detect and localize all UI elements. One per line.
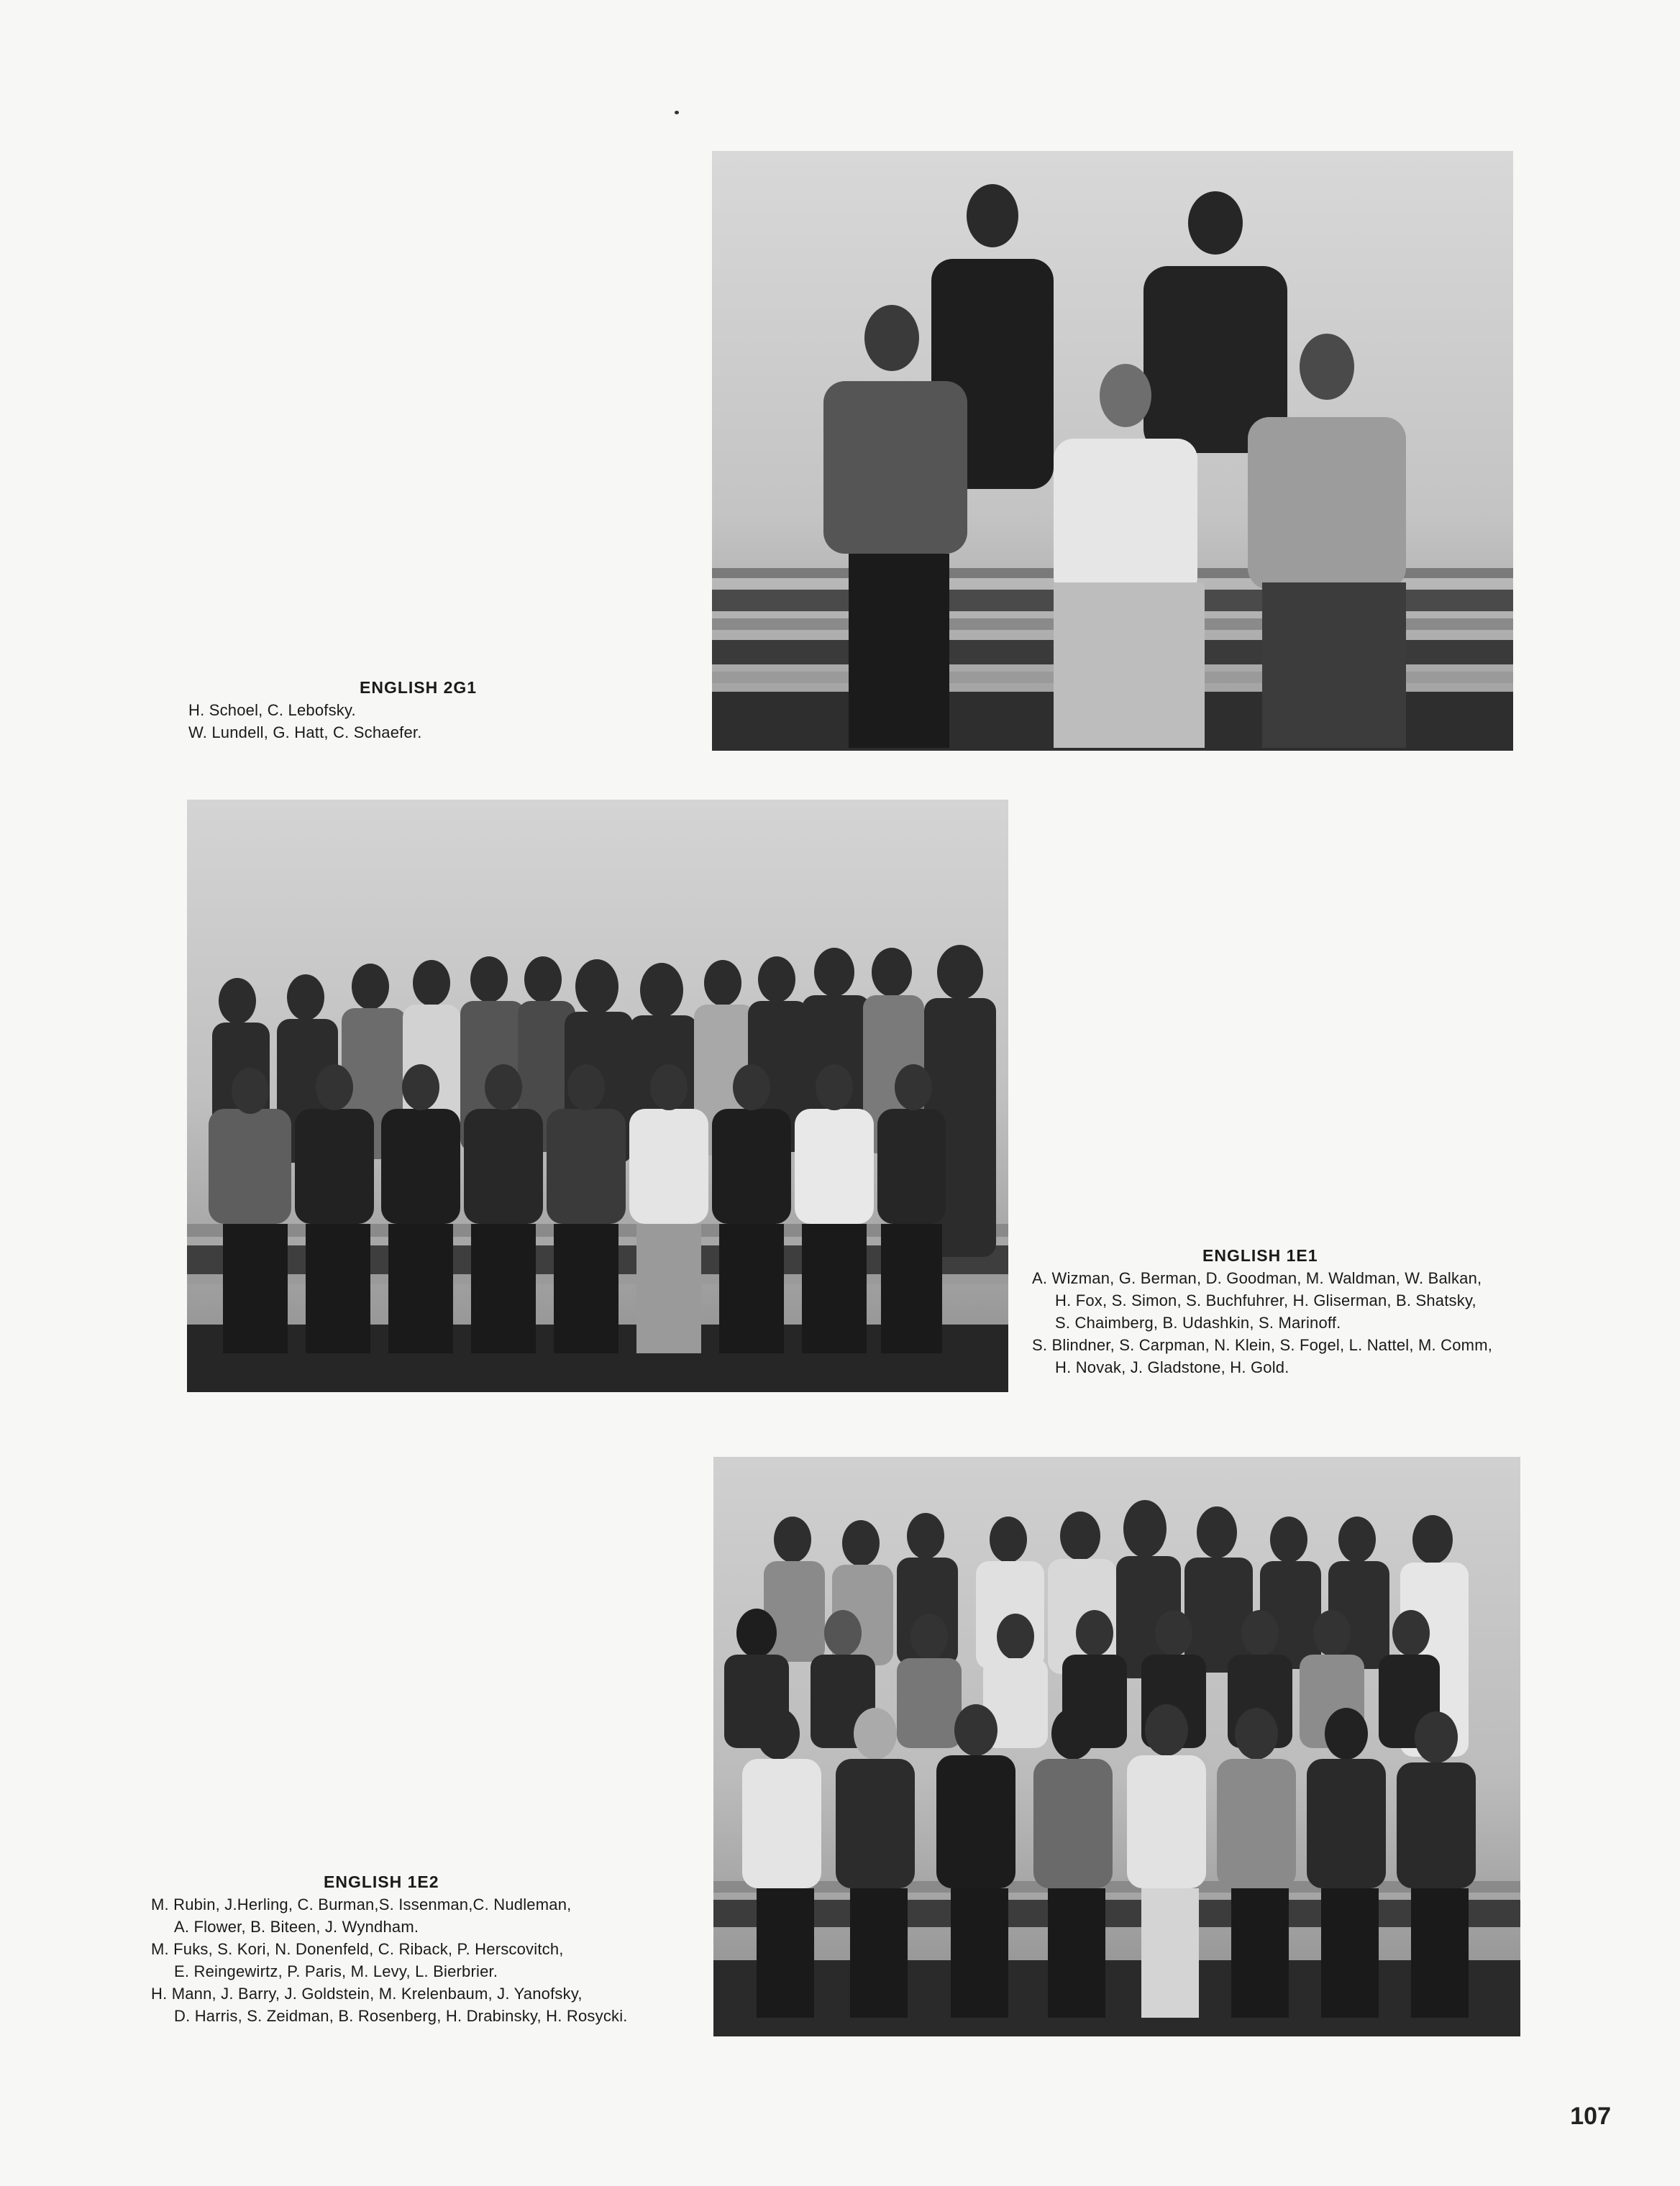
caption-english-2g1: [188, 677, 477, 744]
caption-english-1e1: [1032, 1245, 1492, 1378]
names-line: H. Fox, S. Simon, S. Buchfuhrer, H. Gliserman, B. Shatsky,: [1055, 1291, 1476, 1309]
section-title: ENGLISH 2G1: [360, 678, 478, 697]
print-speck: [675, 111, 679, 114]
names-line: A. Wizman, G. Berman, D. Goodman, M. Waldman, W. Balkan,: [1032, 1269, 1482, 1287]
names-line: S. Blindner, S. Carpman, N. Klein, S. Fogel, L. Nattel, M. Comm,: [1032, 1336, 1493, 1354]
section-title: ENGLISH 1E1: [1202, 1246, 1318, 1265]
caption-english-1e2: [151, 1871, 628, 2027]
page-number: 107: [1570, 2103, 1611, 2130]
names-line: M. Fuks, S. Kori, N. Donenfeld, C. Riback, P. Herscovitch,: [151, 1940, 564, 1958]
names-line: A. Flower, B. Biteen, J. Wyndham.: [174, 1918, 419, 1936]
names-line: D. Harris, S. Zeidman, B. Rosenberg, H. Drabinsky, H. Rosycki.: [174, 2007, 628, 2025]
class-photo-english-1e2: [713, 1457, 1520, 2036]
names-line: M. Rubin, J.Herling, C. Burman,S. Issenman,C. Nudleman,: [151, 1895, 572, 1913]
class-photo-english-2g1: [712, 151, 1513, 751]
names-line: H. Schoel, C. Lebofsky.: [188, 701, 356, 719]
class-photo-english-1e1: [187, 800, 1008, 1392]
names-line: E. Reingewirtz, P. Paris, M. Levy, L. Bierbrier.: [174, 1962, 498, 1980]
names-line: W. Lundell, G. Hatt, C. Schaefer.: [188, 723, 422, 741]
names-line: H. Novak, J. Gladstone, H. Gold.: [1055, 1358, 1289, 1376]
names-line: H. Mann, J. Barry, J. Goldstein, M. Krelenbaum, J. Yanofsky,: [151, 1985, 583, 2003]
names-line: S. Chaimberg, B. Udashkin, S. Marinoff.: [1055, 1314, 1341, 1332]
section-title: ENGLISH 1E2: [324, 1872, 439, 1891]
